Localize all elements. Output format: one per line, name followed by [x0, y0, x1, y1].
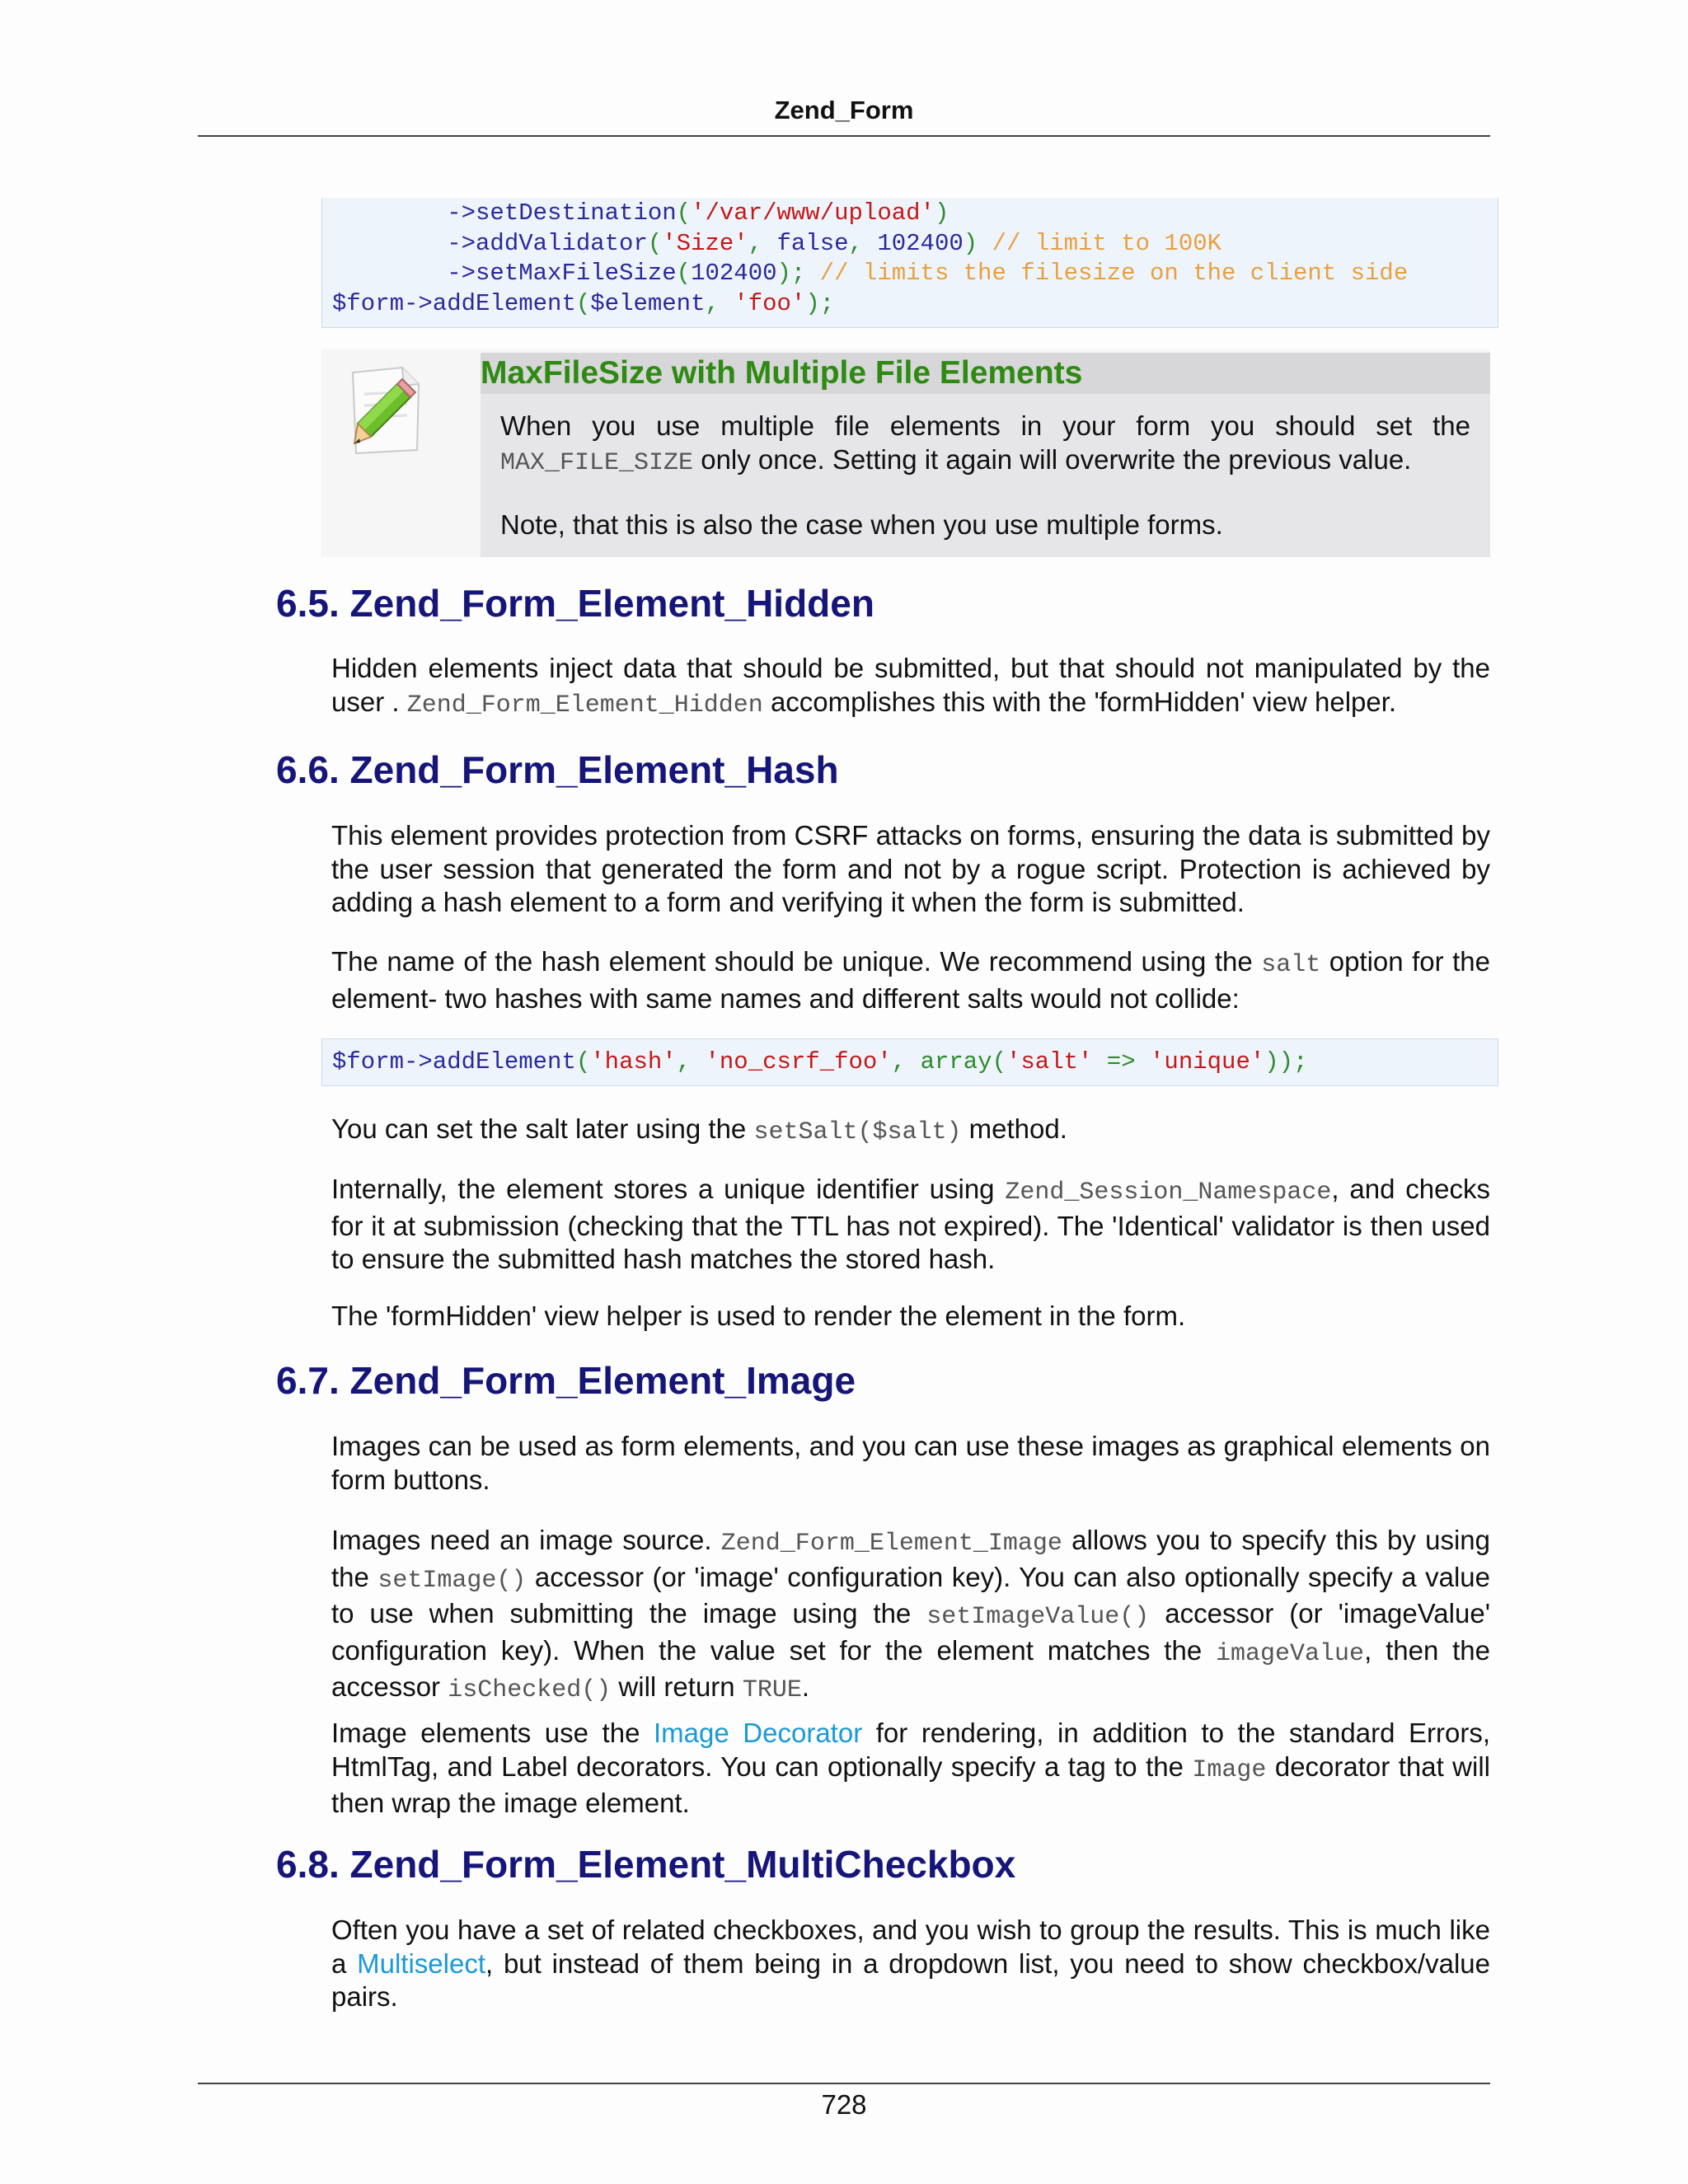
code-line: [332, 199, 1498, 229]
text: accessor (or 'image' configuration key). You can also optionally specify a value to use when submitting the image using the: [331, 1561, 1490, 1629]
image-decorator-link[interactable]: Image Decorator: [654, 1718, 863, 1748]
text: accessor (or 'imageValue' configuration key). When the value set for the element matches the: [331, 1598, 1490, 1666]
code-token: $form: [332, 289, 405, 317]
code-token: (: [992, 1048, 1006, 1076]
text: Hidden elements inject data that should be submitted, but that should not manipulated by the user .: [331, 653, 1490, 717]
paragraph: This element provides protection from CSRF attacks on forms, ensuring the data is submitted by the user session that generated the form and not by a rogue script. Protection is achieved by adding a hash element to a form and verifying it when the form is submitted.: [331, 820, 1490, 918]
running-header: Zend_Form: [774, 96, 914, 124]
code-token: (: [575, 289, 591, 317]
section-heading-6-5: 6.5. Zend_Form_Element_Hidden: [276, 582, 874, 625]
inline-code: isChecked(): [448, 1676, 612, 1705]
text: Images need an image source.: [331, 1525, 721, 1555]
paragraph: [331, 1914, 1490, 2014]
code-line: [332, 289, 1498, 320]
code-token: array: [920, 1048, 992, 1076]
code-token: '/var/www/upload': [691, 199, 935, 227]
paragraph: [331, 1173, 1490, 1277]
code-token: $form: [332, 1048, 405, 1076]
inline-code: Zend_Form_Element_Image: [720, 1530, 1062, 1558]
code-token: // limit to 100K: [992, 229, 1222, 257]
code-token: addElement: [432, 1048, 576, 1076]
text: Image elements use the: [331, 1718, 654, 1748]
note-paragraph: Note, that this is also the case when you use multiple forms.: [500, 509, 1223, 540]
paragraph: [331, 1113, 1490, 1150]
inline-code: setImageValue(): [926, 1603, 1150, 1632]
pencil-note-icon: [338, 361, 429, 460]
code-token: ,: [705, 289, 734, 317]
inline-code: imageValue: [1216, 1639, 1365, 1668]
code-token: );: [776, 260, 820, 287]
code-token: ): [934, 199, 950, 227]
code-token: addElement: [432, 289, 576, 317]
code-token: ,: [676, 1048, 706, 1076]
page-number: 728: [821, 2089, 867, 2120]
note-text: only once. Setting it again will overwrite the previous value.: [693, 444, 1412, 475]
inline-code: TRUE: [742, 1676, 802, 1705]
text: option for the element- two hashes with same names and different salts would not collide:: [331, 946, 1490, 1014]
inline-code: MAX_FILE_SIZE: [500, 449, 694, 477]
code-token: false: [776, 229, 849, 257]
paragraph: Images can be used as form elements, and you can use these images as graphical elements on form buttons.: [331, 1431, 1490, 1495]
text: method.: [961, 1113, 1067, 1144]
code-token: 'unique': [1150, 1048, 1265, 1076]
text: for rendering, in addition to the standard Errors, HtmlTag, and Label decorators. You can optionally specify a tag to the: [331, 1718, 1490, 1782]
code-token: ,: [748, 229, 777, 257]
paragraph: [331, 1717, 1490, 1821]
code-token: addValidator: [476, 229, 648, 257]
inline-code: Zend_Form_Element_Hidden: [406, 691, 763, 719]
inline-code: setImage(): [377, 1566, 527, 1595]
text: , but instead of them being in a dropdown list, you need to show checkbox/value pairs.: [331, 1947, 1490, 2013]
header-rule: [198, 135, 1490, 137]
paragraph: [331, 1524, 1490, 1708]
code-token: );: [805, 289, 835, 317]
text: The name of the hash element should be unique. We recommend using the: [331, 946, 1262, 977]
text: .: [801, 1671, 809, 1703]
note-title: MaxFileSize with Multiple File Elements: [481, 353, 1490, 394]
code-token: 102400: [691, 260, 777, 287]
text: Internally, the element stores a unique identifier using: [331, 1174, 1006, 1204]
paragraph: [331, 945, 1490, 1015]
paragraph: The 'formHidden' view helper is used to render the element in the form.: [331, 1301, 1186, 1331]
code-token: $element: [590, 289, 706, 317]
code-token: 'Size': [662, 229, 748, 257]
code-line: [332, 229, 1498, 260]
code-line: [332, 1047, 1498, 1078]
note-paragraph: [481, 409, 1490, 480]
code-token: ->: [332, 199, 476, 227]
paragraph: [331, 652, 1490, 722]
code-token: 'salt': [1006, 1048, 1093, 1076]
code-token: (: [676, 199, 692, 227]
section-heading-6-8: 6.8. Zend_Form_Element_MultiCheckbox: [276, 1843, 1016, 1886]
text: decorator that will then wrap the image element.: [331, 1750, 1490, 1819]
inline-code: Image: [1192, 1755, 1267, 1784]
code-token: ,: [891, 1048, 921, 1076]
code-token: ->: [404, 1048, 433, 1076]
code-block-upload: [321, 198, 1498, 328]
inline-code: Zend_Session_Namespace: [1005, 1179, 1332, 1207]
note-body: [481, 353, 1490, 557]
code-line: [332, 259, 1498, 289]
note-text: When you use multiple file elements in your form you should set the: [500, 410, 1470, 441]
code-token: ));: [1264, 1048, 1308, 1076]
inline-code: salt: [1261, 951, 1321, 979]
code-token: ,: [848, 229, 878, 257]
code-token: ->: [404, 289, 433, 317]
code-block-hash: [321, 1038, 1498, 1086]
text: Often you have a set of related checkboxes, and you wish to group the results. This is much like a: [331, 1915, 1490, 1979]
code-token: setDestination: [476, 199, 677, 227]
code-token: 'no_csrf_foo': [705, 1048, 892, 1076]
text: You can set the salt later using the: [331, 1113, 754, 1144]
text: , then the accessor: [331, 1634, 1491, 1703]
multiselect-link[interactable]: Multiselect: [357, 1947, 486, 1979]
text: will return: [611, 1671, 743, 1703]
section-heading-6-6: 6.6. Zend_Form_Element_Hash: [276, 748, 839, 791]
note-box: [321, 349, 1490, 557]
footer-rule: [198, 2083, 1490, 2084]
section-heading-6-7: 6.7. Zend_Form_Element_Image: [276, 1359, 856, 1402]
code-token: 'hash': [590, 1048, 677, 1076]
code-token: (: [575, 1048, 591, 1076]
code-token: 'foo': [734, 289, 806, 317]
code-token: (: [676, 260, 692, 287]
code-token: ->: [332, 260, 476, 287]
code-token: =>: [1092, 1048, 1151, 1076]
code-token: ): [963, 229, 992, 257]
code-token: ->: [332, 229, 476, 257]
inline-code: setSalt($salt): [753, 1118, 962, 1146]
code-token: // limits the filesize on the client side: [819, 260, 1409, 287]
code-token: (: [647, 229, 663, 257]
text: , and checks for it at submission (checking that the TTL has not expired). The 'Identical' validator is then used to ensure the submitted hash matches the stored hash.: [331, 1174, 1490, 1275]
text: accomplishes this with the 'formHidden' view helper.: [762, 686, 1397, 717]
code-token: setMaxFileSize: [476, 260, 677, 287]
code-token: 102400: [877, 229, 964, 257]
text: allows you to specify this by using the: [331, 1525, 1490, 1592]
